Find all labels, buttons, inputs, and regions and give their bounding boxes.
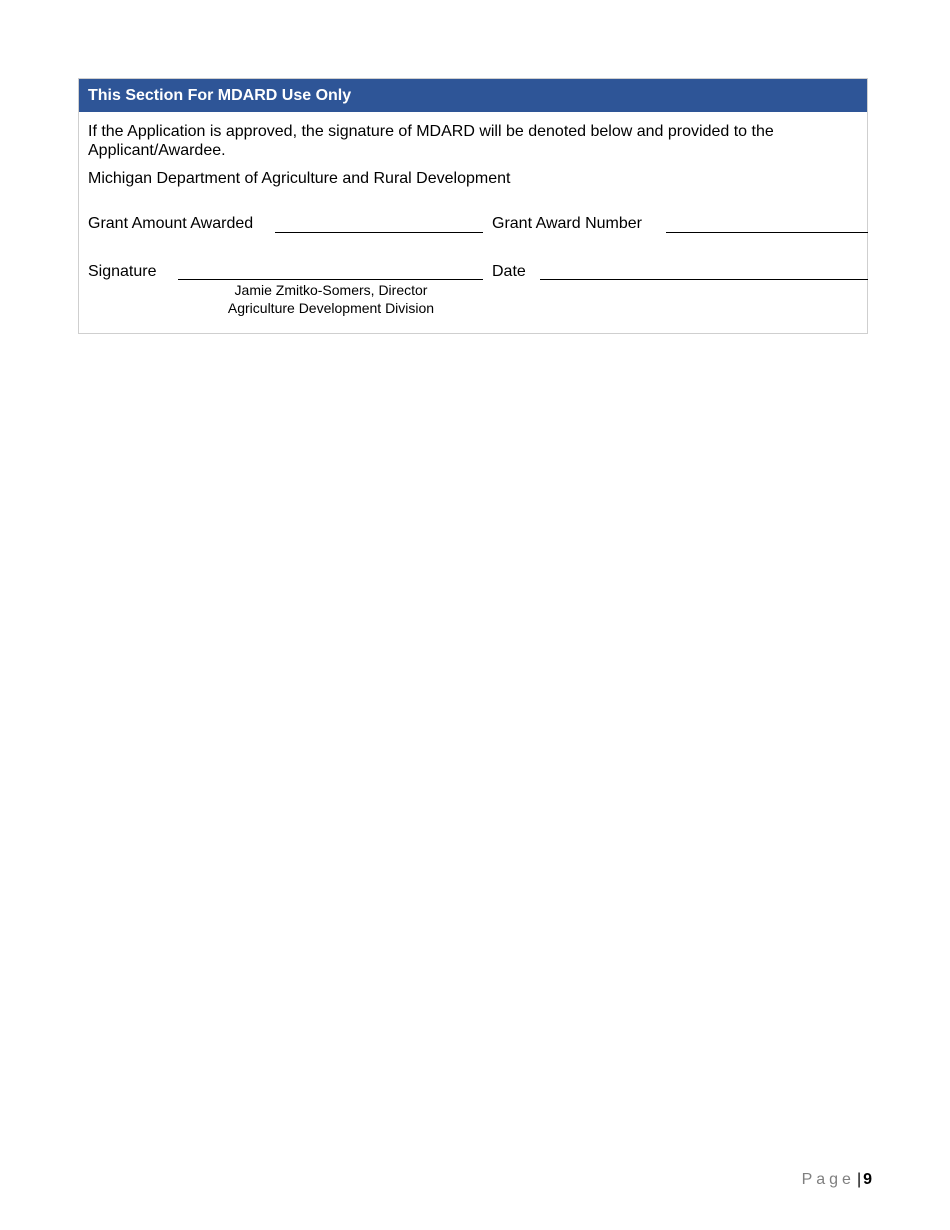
page-separator: | (856, 1171, 862, 1188)
signature-label: Signature (88, 263, 157, 280)
signer-block (178, 281, 484, 317)
grant-amount-label: Grant Amount Awarded (88, 215, 254, 232)
date-label: Date (492, 263, 526, 280)
mdard-use-section (78, 78, 868, 334)
grant-amount-field[interactable] (275, 232, 483, 233)
grant-number-label: Grant Award Number (492, 215, 642, 232)
page-word: Page (801, 1171, 855, 1188)
page-footer (802, 1170, 872, 1189)
agency-name: Michigan Department of Agriculture and Rural Development (88, 170, 511, 187)
signer-name: Jamie Zmitko-Somers, Director (234, 282, 428, 298)
date-field[interactable] (540, 279, 868, 280)
section-header: This Section For MDARD Use Only (79, 79, 867, 112)
signature-field[interactable] (178, 279, 483, 280)
signer-division: Agriculture Development Division (227, 300, 435, 316)
page-number: 9 (863, 1171, 872, 1188)
grant-number-field[interactable] (666, 232, 868, 233)
intro-text: If the Application is approved, the signature of MDARD will be denoted below and provided to the Applicant/Awardee. (88, 123, 774, 159)
